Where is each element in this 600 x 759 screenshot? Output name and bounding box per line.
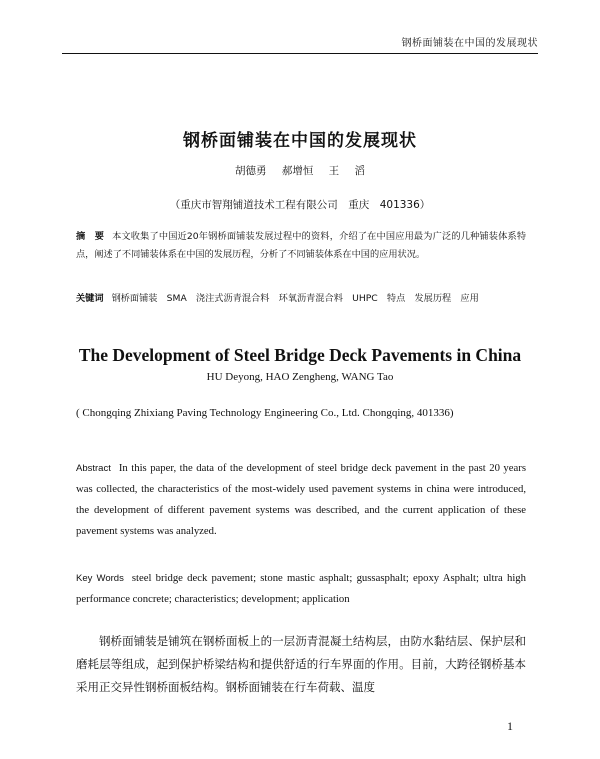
english-keywords — [76, 568, 526, 610]
english-abstract-label: Abstract — [76, 463, 111, 474]
chinese-keywords-text: 钢桥面铺装 SMA 浇注式沥青混合料 环氧沥青混合料 UHPC 特点 发展历程 应用 — [111, 293, 479, 304]
chinese-affiliation: （重庆市智翔铺道技术工程有限公司 重庆 401336） — [169, 199, 431, 211]
chinese-keywords — [76, 290, 526, 308]
english-keywords-label: Key Words — [76, 573, 124, 584]
english-abstract-text: In this paper, the data of the development of steel bridge deck pavement in the past 20 years was collected, the characteristics of the most-widely used pavement systems in china were introduced, the development of different pavement systems was described, and the current application of these pavement systems was analyzed. — [76, 462, 526, 537]
chinese-abstract — [76, 228, 526, 263]
chinese-title: 钢桥面铺装在中国的发展现状 — [183, 131, 417, 151]
english-keywords-text: steel bridge deck pavement; stone mastic asphalt; gussasphalt; epoxy Asphalt; ultra high performance concrete; characteristics; development; application — [76, 572, 526, 605]
chinese-authors: 胡德勇 郝增恒 王 滔 — [234, 165, 365, 177]
english-affiliation: ( Chongqing Zhixiang Paving Technology Engineering Co., Ltd. Chongqing, 401336) — [76, 407, 454, 419]
running-header: 钢桥面铺装在中国的发展现状 — [401, 38, 538, 49]
chinese-abstract-text: 本文收集了中国近20年钢桥面铺装发展过程中的资料，介绍了在中国应用最为广泛的几种铺装体系特点，阐述了不同铺装体系在中国的发展历程，分析了不同铺装体系在中国的应用状况。 — [76, 231, 527, 260]
header-rule — [62, 53, 538, 54]
english-abstract — [76, 458, 526, 542]
page-number: 1 — [507, 719, 513, 733]
chinese-keywords-label: 关键词 — [76, 293, 104, 304]
body-paragraph: 钢桥面铺装是铺筑在钢桥面板上的一层沥青混凝土结构层，由防水黏结层、保护层和磨耗层等组成，起到保护桥梁结构和提供舒适的行车界面的作用。目前，大跨径钢桥基本采用正交异性钢桥面板结构。钢桥面铺装在行车荷载、温度 — [76, 634, 526, 694]
english-title: The Development of Steel Bridge Deck Pavements in China — [78, 345, 522, 365]
english-authors: HU Deyong, HAO Zengheng, WANG Tao — [206, 371, 394, 383]
chinese-abstract-label: 摘 要 — [76, 231, 105, 242]
